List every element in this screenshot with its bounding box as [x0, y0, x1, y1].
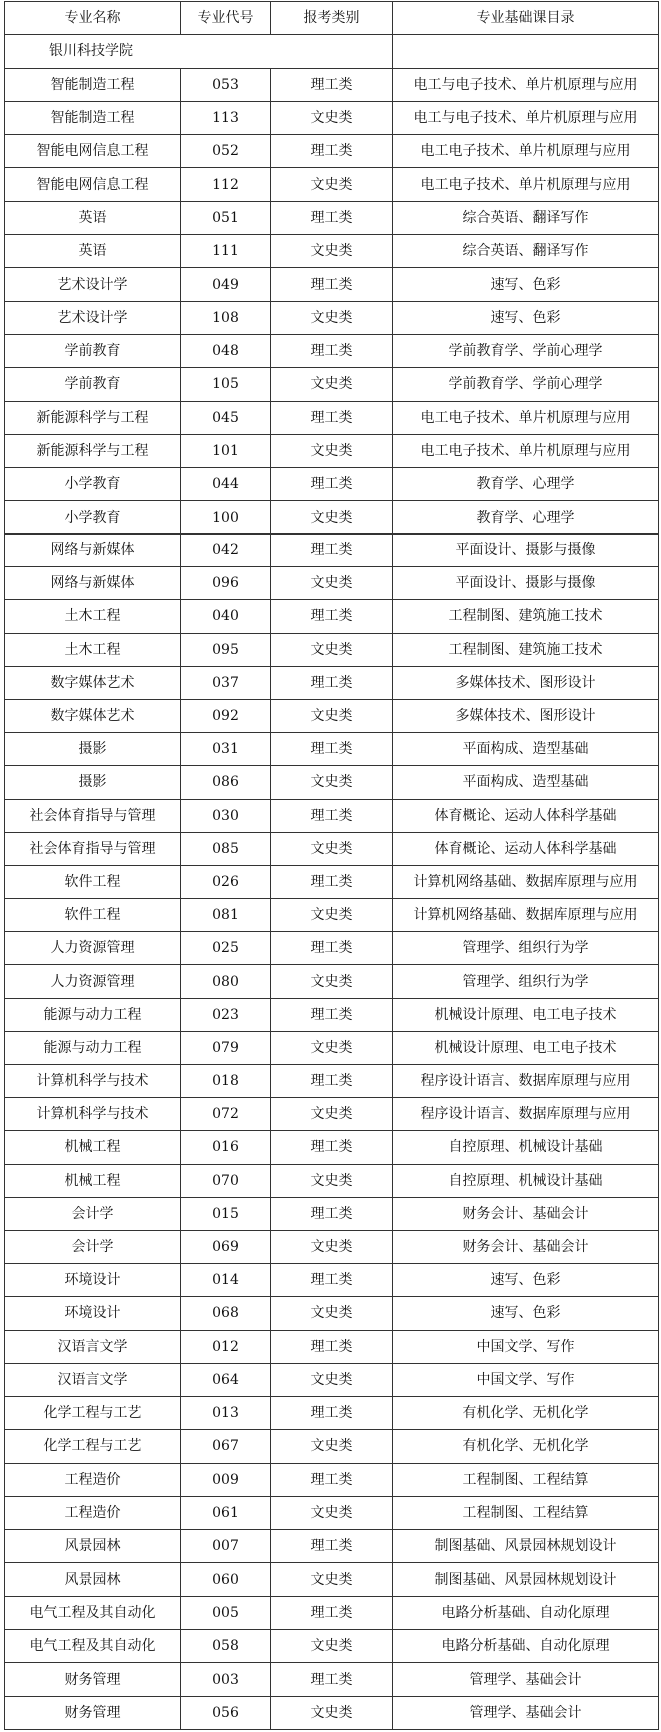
foundation-courses-cell: 电工电子技术、单片机原理与应用 [393, 401, 659, 434]
exam-category-cell: 文史类 [271, 501, 393, 534]
major-code-cell: 080 [181, 965, 271, 998]
exam-category-cell: 理工类 [271, 68, 393, 101]
table-row [5, 699, 659, 732]
major-name-cell: 会计学 [5, 1197, 181, 1230]
table-row [5, 1330, 659, 1363]
major-code-cell: 112 [181, 168, 271, 201]
major-name-cell: 风景园林 [5, 1563, 181, 1596]
major-code-cell: 085 [181, 832, 271, 865]
foundation-courses-cell: 电工与电子技术、单片机原理与应用 [393, 101, 659, 134]
major-name-cell: 摄影 [5, 766, 181, 799]
exam-category-cell: 理工类 [271, 468, 393, 501]
major-name-cell: 网络与新媒体 [5, 567, 181, 600]
table-row [5, 1696, 659, 1729]
foundation-courses-cell: 管理学、基础会计 [393, 1696, 659, 1729]
majors-table-part-2 [4, 533, 659, 1397]
table-row [5, 766, 659, 799]
exam-category-cell: 理工类 [271, 1131, 393, 1164]
major-code-cell: 058 [181, 1630, 271, 1663]
major-name-cell: 摄影 [5, 733, 181, 766]
major-code-cell: 086 [181, 766, 271, 799]
major-name-cell: 艺术设计学 [5, 268, 181, 301]
table-row [5, 1430, 659, 1463]
foundation-courses-cell: 工程制图、工程结算 [393, 1463, 659, 1496]
major-name-cell: 数字媒体艺术 [5, 699, 181, 732]
exam-category-cell: 理工类 [271, 600, 393, 633]
exam-category-cell: 理工类 [271, 401, 393, 434]
major-code-cell: 005 [181, 1596, 271, 1629]
header-major-code: 专业代号 [181, 2, 271, 35]
foundation-courses-cell: 平面设计、摄影与摄像 [393, 567, 659, 600]
major-code-cell: 060 [181, 1563, 271, 1596]
table-row [5, 68, 659, 101]
major-name-cell: 艺术设计学 [5, 301, 181, 334]
major-name-cell: 计算机科学与技术 [5, 1098, 181, 1131]
exam-category-cell: 文史类 [271, 832, 393, 865]
exam-category-cell: 文史类 [271, 1496, 393, 1529]
table-row [5, 168, 659, 201]
exam-category-cell: 文史类 [271, 235, 393, 268]
exam-category-cell: 理工类 [271, 865, 393, 898]
foundation-courses-cell: 电路分析基础、自动化原理 [393, 1596, 659, 1629]
table-row [5, 1297, 659, 1330]
table-row [5, 135, 659, 168]
foundation-courses-cell: 制图基础、风景园林规划设计 [393, 1563, 659, 1596]
foundation-courses-cell: 速写、色彩 [393, 268, 659, 301]
major-code-cell: 067 [181, 1430, 271, 1463]
major-name-cell: 智能电网信息工程 [5, 168, 181, 201]
foundation-courses-cell: 平面设计、摄影与摄像 [393, 534, 659, 567]
foundation-courses-cell: 财务会计、基础会计 [393, 1230, 659, 1263]
major-code-cell: 056 [181, 1696, 271, 1729]
major-name-cell: 人力资源管理 [5, 932, 181, 965]
major-code-cell: 042 [181, 534, 271, 567]
exam-category-cell: 理工类 [271, 1065, 393, 1098]
foundation-courses-cell: 自控原理、机械设计基础 [393, 1131, 659, 1164]
foundation-courses-cell: 电工电子技术、单片机原理与应用 [393, 135, 659, 168]
table-row [5, 1530, 659, 1563]
exam-category-cell: 文史类 [271, 1696, 393, 1729]
table-row [5, 334, 659, 367]
table-row [5, 235, 659, 268]
major-name-cell: 财务管理 [5, 1663, 181, 1696]
major-name-cell: 电气工程及其自动化 [5, 1596, 181, 1629]
exam-category-cell: 文史类 [271, 965, 393, 998]
foundation-courses-cell: 学前教育学、学前心理学 [393, 334, 659, 367]
exam-category-cell: 文史类 [271, 699, 393, 732]
major-name-cell: 机械工程 [5, 1164, 181, 1197]
table-header-row [5, 2, 659, 35]
table-row [5, 1098, 659, 1131]
major-name-cell: 环境设计 [5, 1264, 181, 1297]
foundation-courses-cell: 学前教育学、学前心理学 [393, 368, 659, 401]
major-code-cell: 096 [181, 567, 271, 600]
table-row [5, 1065, 659, 1098]
table-row [5, 201, 659, 234]
table-row [5, 1663, 659, 1696]
foundation-courses-cell: 机械设计原理、电工电子技术 [393, 998, 659, 1031]
foundation-courses-cell: 自控原理、机械设计基础 [393, 1164, 659, 1197]
foundation-courses-cell: 综合英语、翻译写作 [393, 235, 659, 268]
major-code-cell: 040 [181, 600, 271, 633]
table-row [5, 567, 659, 600]
major-code-cell: 081 [181, 899, 271, 932]
major-name-cell: 能源与动力工程 [5, 1031, 181, 1064]
major-code-cell: 105 [181, 368, 271, 401]
major-name-cell: 数字媒体艺术 [5, 666, 181, 699]
major-code-cell: 049 [181, 268, 271, 301]
exam-category-cell: 理工类 [271, 201, 393, 234]
table-row [5, 733, 659, 766]
major-name-cell: 小学教育 [5, 501, 181, 534]
foundation-courses-cell: 电路分析基础、自动化原理 [393, 1630, 659, 1663]
exam-category-cell: 理工类 [271, 733, 393, 766]
table-row [5, 468, 659, 501]
table-row [5, 998, 659, 1031]
foundation-courses-cell: 管理学、组织行为学 [393, 965, 659, 998]
exam-category-cell: 文史类 [271, 1164, 393, 1197]
major-code-cell: 068 [181, 1297, 271, 1330]
table-body-2 [5, 534, 659, 1397]
majors-table-part-1 [4, 1, 659, 535]
major-code-cell: 044 [181, 468, 271, 501]
table-row [5, 1164, 659, 1197]
foundation-courses-cell: 电工电子技术、单片机原理与应用 [393, 168, 659, 201]
major-name-cell: 汉语言文学 [5, 1330, 181, 1363]
table-row [5, 666, 659, 699]
major-code-cell: 037 [181, 666, 271, 699]
exam-category-cell: 文史类 [271, 633, 393, 666]
major-code-cell: 072 [181, 1098, 271, 1131]
foundation-courses-cell: 中国文学、写作 [393, 1330, 659, 1363]
table-row [5, 1630, 659, 1663]
table-row [5, 1197, 659, 1230]
major-name-cell: 化学工程与工艺 [5, 1430, 181, 1463]
header-exam-category: 报考类别 [271, 2, 393, 35]
table-row [5, 434, 659, 467]
table-row [5, 1496, 659, 1529]
major-code-cell: 100 [181, 501, 271, 534]
major-code-cell: 052 [181, 135, 271, 168]
majors-table-part-3 [4, 1396, 659, 1730]
major-code-cell: 101 [181, 434, 271, 467]
table-row [5, 832, 659, 865]
major-name-cell: 风景园林 [5, 1530, 181, 1563]
table-row [5, 965, 659, 998]
exam-category-cell: 理工类 [271, 1397, 393, 1430]
major-code-cell: 012 [181, 1330, 271, 1363]
major-code-cell: 018 [181, 1065, 271, 1098]
major-name-cell: 机械工程 [5, 1131, 181, 1164]
major-name-cell: 智能制造工程 [5, 101, 181, 134]
foundation-courses-cell: 教育学、心理学 [393, 468, 659, 501]
major-name-cell: 英语 [5, 201, 181, 234]
major-code-cell: 051 [181, 201, 271, 234]
major-code-cell: 007 [181, 1530, 271, 1563]
major-code-cell: 009 [181, 1463, 271, 1496]
header-major-name: 专业名称 [5, 2, 181, 35]
foundation-courses-cell: 计算机网络基础、数据库原理与应用 [393, 899, 659, 932]
major-code-cell: 111 [181, 235, 271, 268]
exam-category-cell: 理工类 [271, 932, 393, 965]
foundation-courses-cell: 电工电子技术、单片机原理与应用 [393, 434, 659, 467]
table-row [5, 534, 659, 567]
major-name-cell: 化学工程与工艺 [5, 1397, 181, 1430]
major-name-cell: 英语 [5, 235, 181, 268]
exam-category-cell: 理工类 [271, 1530, 393, 1563]
major-code-cell: 095 [181, 633, 271, 666]
exam-category-cell: 文史类 [271, 368, 393, 401]
major-code-cell: 025 [181, 932, 271, 965]
table-row [5, 932, 659, 965]
exam-category-cell: 理工类 [271, 666, 393, 699]
major-name-cell: 学前教育 [5, 368, 181, 401]
table-row [5, 600, 659, 633]
table-row [5, 101, 659, 134]
foundation-courses-cell: 有机化学、无机化学 [393, 1430, 659, 1463]
exam-category-cell: 理工类 [271, 998, 393, 1031]
major-code-cell: 048 [181, 334, 271, 367]
exam-category-cell: 文史类 [271, 766, 393, 799]
foundation-courses-cell: 程序设计语言、数据库原理与应用 [393, 1065, 659, 1098]
exam-category-cell: 理工类 [271, 534, 393, 567]
major-code-cell: 016 [181, 1131, 271, 1164]
exam-category-cell: 理工类 [271, 1663, 393, 1696]
exam-category-cell: 理工类 [271, 1264, 393, 1297]
foundation-courses-cell: 制图基础、风景园林规划设计 [393, 1530, 659, 1563]
table-row [5, 799, 659, 832]
foundation-courses-cell: 教育学、心理学 [393, 501, 659, 534]
major-name-cell: 电气工程及其自动化 [5, 1630, 181, 1663]
major-name-cell: 新能源科学与工程 [5, 434, 181, 467]
exam-category-cell: 文史类 [271, 1098, 393, 1131]
major-name-cell: 环境设计 [5, 1297, 181, 1330]
exam-category-cell: 理工类 [271, 799, 393, 832]
table-row [5, 268, 659, 301]
exam-category-cell: 理工类 [271, 1596, 393, 1629]
exam-category-cell: 文史类 [271, 1297, 393, 1330]
table-row [5, 1596, 659, 1629]
major-name-cell: 智能制造工程 [5, 68, 181, 101]
foundation-courses-cell: 有机化学、无机化学 [393, 1397, 659, 1430]
foundation-courses-cell: 工程制图、工程结算 [393, 1496, 659, 1529]
major-code-cell: 113 [181, 101, 271, 134]
major-name-cell: 新能源科学与工程 [5, 401, 181, 434]
foundation-courses-cell: 程序设计语言、数据库原理与应用 [393, 1098, 659, 1131]
foundation-courses-cell: 工程制图、建筑施工技术 [393, 633, 659, 666]
foundation-courses-cell: 速写、色彩 [393, 1264, 659, 1297]
table-row [5, 301, 659, 334]
foundation-courses-cell: 速写、色彩 [393, 1297, 659, 1330]
major-name-cell: 智能电网信息工程 [5, 135, 181, 168]
major-code-cell: 061 [181, 1496, 271, 1529]
exam-category-cell: 文史类 [271, 101, 393, 134]
major-name-cell: 会计学 [5, 1230, 181, 1263]
exam-category-cell: 文史类 [271, 1430, 393, 1463]
major-name-cell: 网络与新媒体 [5, 534, 181, 567]
major-code-cell: 092 [181, 699, 271, 732]
major-code-cell: 108 [181, 301, 271, 334]
major-code-cell: 079 [181, 1031, 271, 1064]
major-code-cell: 070 [181, 1164, 271, 1197]
table-body-3 [5, 1397, 659, 1730]
major-code-cell: 053 [181, 68, 271, 101]
exam-category-cell: 文史类 [271, 168, 393, 201]
major-name-cell: 人力资源管理 [5, 965, 181, 998]
major-name-cell: 能源与动力工程 [5, 998, 181, 1031]
exam-category-cell: 文史类 [271, 301, 393, 334]
major-code-cell: 014 [181, 1264, 271, 1297]
major-code-cell: 064 [181, 1363, 271, 1396]
exam-category-cell: 理工类 [271, 1463, 393, 1496]
foundation-courses-cell: 速写、色彩 [393, 301, 659, 334]
table-row [5, 1463, 659, 1496]
foundation-courses-cell: 平面构成、造型基础 [393, 733, 659, 766]
exam-category-cell: 理工类 [271, 334, 393, 367]
exam-category-cell: 文史类 [271, 567, 393, 600]
table-row [5, 1363, 659, 1396]
foundation-courses-cell: 计算机网络基础、数据库原理与应用 [393, 865, 659, 898]
foundation-courses-cell: 中国文学、写作 [393, 1363, 659, 1396]
major-name-cell: 学前教育 [5, 334, 181, 367]
exam-category-cell: 理工类 [271, 268, 393, 301]
major-code-cell: 045 [181, 401, 271, 434]
major-code-cell: 069 [181, 1230, 271, 1263]
major-name-cell: 软件工程 [5, 865, 181, 898]
major-name-cell: 社会体育指导与管理 [5, 832, 181, 865]
foundation-courses-cell: 电工与电子技术、单片机原理与应用 [393, 68, 659, 101]
table-row [5, 1397, 659, 1430]
major-name-cell: 工程造价 [5, 1463, 181, 1496]
major-code-cell: 030 [181, 799, 271, 832]
exam-category-cell: 文史类 [271, 1230, 393, 1263]
foundation-courses-cell: 平面构成、造型基础 [393, 766, 659, 799]
major-name-cell: 社会体育指导与管理 [5, 799, 181, 832]
table-row [5, 899, 659, 932]
major-name-cell: 软件工程 [5, 899, 181, 932]
exam-category-cell: 文史类 [271, 1563, 393, 1596]
table-row [5, 1131, 659, 1164]
foundation-courses-cell: 财务会计、基础会计 [393, 1197, 659, 1230]
school-row [5, 35, 659, 68]
major-code-cell: 013 [181, 1397, 271, 1430]
table-row [5, 501, 659, 534]
major-name-cell: 财务管理 [5, 1696, 181, 1729]
school-row-empty-cell [393, 35, 659, 68]
foundation-courses-cell: 管理学、基础会计 [393, 1663, 659, 1696]
exam-category-cell: 理工类 [271, 1197, 393, 1230]
exam-category-cell: 文史类 [271, 1031, 393, 1064]
table-row [5, 865, 659, 898]
exam-category-cell: 理工类 [271, 1330, 393, 1363]
school-name: 银川科技学院 [5, 35, 393, 68]
table-row [5, 633, 659, 666]
major-name-cell: 小学教育 [5, 468, 181, 501]
foundation-courses-cell: 体育概论、运动人体科学基础 [393, 832, 659, 865]
exam-category-cell: 文史类 [271, 1363, 393, 1396]
major-name-cell: 计算机科学与技术 [5, 1065, 181, 1098]
exam-category-cell: 文史类 [271, 899, 393, 932]
exam-category-cell: 理工类 [271, 135, 393, 168]
major-code-cell: 015 [181, 1197, 271, 1230]
table-row [5, 1230, 659, 1263]
table-row [5, 368, 659, 401]
exam-category-cell: 文史类 [271, 1630, 393, 1663]
major-code-cell: 031 [181, 733, 271, 766]
major-code-cell: 026 [181, 865, 271, 898]
table-row [5, 401, 659, 434]
major-name-cell: 汉语言文学 [5, 1363, 181, 1396]
table-row [5, 1264, 659, 1297]
major-name-cell: 工程造价 [5, 1496, 181, 1529]
foundation-courses-cell: 多媒体技术、图形设计 [393, 699, 659, 732]
header-foundation-courses: 专业基础课目录 [393, 2, 659, 35]
foundation-courses-cell: 体育概论、运动人体科学基础 [393, 799, 659, 832]
foundation-courses-cell: 多媒体技术、图形设计 [393, 666, 659, 699]
foundation-courses-cell: 工程制图、建筑施工技术 [393, 600, 659, 633]
table-body-1 [5, 35, 659, 534]
foundation-courses-cell: 机械设计原理、电工电子技术 [393, 1031, 659, 1064]
major-code-cell: 023 [181, 998, 271, 1031]
table-row [5, 1563, 659, 1596]
table-row [5, 1031, 659, 1064]
major-name-cell: 土木工程 [5, 600, 181, 633]
exam-category-cell: 文史类 [271, 434, 393, 467]
foundation-courses-cell: 管理学、组织行为学 [393, 932, 659, 965]
major-code-cell: 003 [181, 1663, 271, 1696]
foundation-courses-cell: 综合英语、翻译写作 [393, 201, 659, 234]
major-name-cell: 土木工程 [5, 633, 181, 666]
